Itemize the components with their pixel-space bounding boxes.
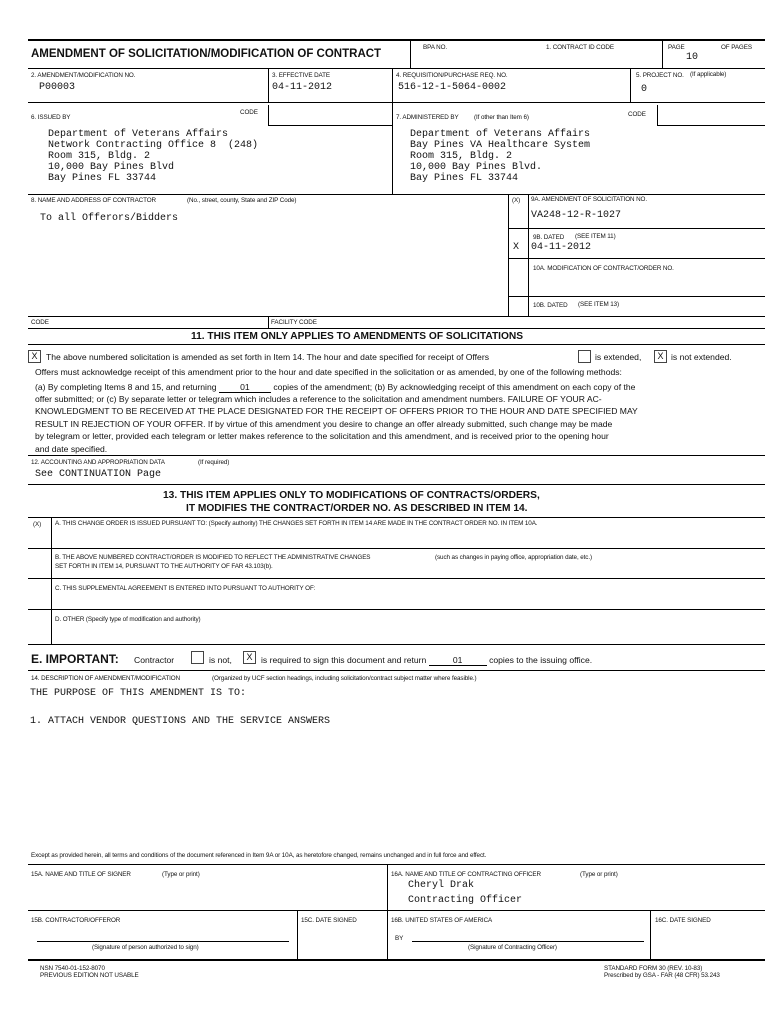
is-not-required-checkbox[interactable] — [191, 651, 204, 664]
description-line1: THE PURPOSE OF THIS AMENDMENT IS TO: — [30, 688, 247, 699]
issued-by-address: Department of Veterans Affairs Network Contracting Office 8 (248) Room 315, Bldg. 2 10,000 Bay Pines Blvd Bay Pines FL 33744 — [48, 129, 259, 184]
amend-solicitation-value: VA248-12-R-1027 — [531, 210, 622, 221]
dated-9b-label: 9B. DATED — [533, 234, 565, 241]
bpa-label: BPA NO. — [423, 44, 448, 51]
important-required-line: is required to sign this document and return 01 copies to the issuing office. — [261, 655, 593, 665]
date-signed-16c-label: 16C. DATE SIGNED — [655, 917, 711, 924]
officer-name: Cheryl Drak — [408, 880, 475, 891]
description-line2: 1. ATTACH VENDOR QUESTIONS AND THE SERVICE ANSWERS — [30, 716, 331, 727]
contractor-value: To all Offerors/Bidders — [40, 213, 179, 224]
administered-by-note: (If other than Item 6) — [474, 114, 529, 121]
nsn-number: NSN 7540-01-152-8070 — [40, 965, 105, 972]
item13-x-header: (X) — [33, 521, 42, 528]
item11-heading: 11. THIS ITEM ONLY APPLIES TO AMENDMENTS OF SOLICITATIONS — [191, 331, 524, 342]
item13-heading-1: 13. THIS ITEM APPLIES ONLY TO MODIFICATIONS OF CONTRACTS/ORDERS, — [163, 490, 540, 501]
item13-option-c: C. THIS SUPPLEMENTAL AGREEMENT IS ENTERED INTO PURSUANT TO AUTHORITY OF: — [55, 585, 316, 592]
contractor-note: (No., street, county, State and ZIP Code) — [187, 197, 297, 204]
item13-option-b-note: (such as changes in paying office, appropriation date, etc.) — [435, 554, 593, 561]
terms-footer-note: Except as provided herein, all terms and conditions of the document referenced in Item 9A or 10A, as heretofore changed, remains unchanged and in full force and effect. — [31, 852, 487, 859]
administered-by-label: 7. ADMINISTERED BY — [396, 114, 459, 121]
description-note: (Organized by UCF section headings, including solicitation/contract subject matter where feasible.) — [212, 675, 477, 682]
amend-no-value: P00003 — [39, 82, 76, 93]
officer-label: 16A. NAME AND TITLE OF CONTRACTING OFFICER — [391, 871, 541, 878]
important-copies-value: 01 — [429, 655, 487, 666]
item11-line2: Offers must acknowledge receipt of this amendment prior to the hour and date specified in the solicitation or as amended, by one of the following methods: — [35, 367, 622, 377]
project-no-label: 5. PROJECT NO. — [636, 72, 684, 79]
item11-line6: RESULT IN REJECTION OF YOUR OFFER. If by virtue of this amendment you desire to change an offer already submitted, such change may be made — [35, 419, 613, 429]
item11-line7: by telegram or letter, provided each telegram or letter makes reference to the solicitation and this amendment, and is received prior to the opening hour — [35, 431, 609, 441]
dated-9b-note: (SEE ITEM 11) — [575, 233, 616, 240]
form-title: AMENDMENT OF SOLICITATION/MODIFICATION OF CONTRACT — [31, 48, 382, 60]
facility-code-label: FACILITY CODE — [271, 319, 317, 326]
item13-option-a: A. THIS CHANGE ORDER IS ISSUED PURSUANT TO: (Specify authority) THE CHANGES SET FORTH IN ITEM 14 ARE MADE IN THE CONTRACT ORDER NO. IN ITEM 10A. — [55, 520, 538, 527]
officer-note: (Type or print) — [580, 871, 618, 878]
solicitation-amended-checkbox[interactable]: X — [28, 350, 41, 363]
date-signed-15c-label: 15C. DATE SIGNED — [301, 917, 357, 924]
prescribed-by: Prescribed by GSA - FAR (48 CFR) 53.243 — [604, 972, 720, 979]
offers-not-extended-checkbox[interactable]: X — [654, 350, 667, 363]
dated-9b-value: 04-11-2012 — [531, 242, 592, 253]
project-no-value: 0 — [641, 84, 648, 95]
is-required-checkbox[interactable]: X — [243, 651, 256, 664]
requisition-value: 516-12-1-5064-0002 — [398, 82, 507, 93]
signer-label: 15A. NAME AND TITLE OF SIGNER — [31, 871, 131, 878]
issued-code-label: CODE — [240, 109, 258, 116]
item11-line8: and date specified. — [35, 444, 108, 454]
officer-signature-line[interactable] — [412, 941, 644, 942]
item13-option-d: D. OTHER (Specify type of modification and authority) — [55, 616, 201, 623]
dated-10b-label: 10B. DATED — [533, 302, 568, 309]
item13-option-b-line2: SET FORTH IN ITEM 14, PURSUANT TO THE AUTHORITY OF FAR 43.103(b). — [55, 563, 273, 570]
modification-no-label: 10A. MODIFICATION OF CONTRACT/ORDER NO. — [533, 265, 674, 272]
contractor-code-label: CODE — [31, 319, 49, 326]
accounting-value: See CONTINUATION Page — [35, 469, 162, 480]
previous-edition-note: PREVIOUS EDITION NOT USABLE — [40, 972, 139, 979]
is-not-label: is not, — [209, 655, 232, 665]
effective-date-label: 3. EFFECTIVE DATE — [272, 72, 331, 79]
accounting-label: 12. ACCOUNTING AND APPROPRIATION DATA — [31, 459, 165, 466]
item13-option-b-line1: B. THE ABOVE NUMBERED CONTRACT/ORDER IS MODIFIED TO REFLECT THE ADMINISTRATIVE CHANGES — [55, 554, 371, 561]
offers-not-extended-label: is not extended. — [671, 352, 732, 362]
requisition-label: 4. REQUISITION/PURCHASE REQ. NO. — [396, 72, 508, 79]
offers-extended-checkbox[interactable] — [578, 350, 591, 363]
contractor-label: 8. NAME AND ADDRESS OF CONTRACTOR — [31, 197, 156, 204]
copies-returned-value: 01 — [219, 382, 271, 393]
signer-note: (Type or print) — [162, 871, 200, 878]
of-pages-label: OF PAGES — [721, 44, 752, 51]
page-label: PAGE — [668, 44, 685, 51]
important-label: E. IMPORTANT: — [31, 652, 119, 666]
administered-code-label: CODE — [628, 111, 646, 118]
amend-solicitation-label: 9A. AMENDMENT OF SOLICITATION NO. — [531, 196, 648, 203]
accounting-note: (If required) — [198, 459, 230, 466]
signature-person-caption: (Signature of person authorized to sign) — [92, 944, 199, 951]
administered-by-address: Department of Veterans Affairs Bay Pines VA Healthcare System Room 315, Bldg. 2 10,000 Bay Pines Blvd. Bay Pines FL 33744 — [410, 129, 591, 184]
officer-title: Contracting Officer — [408, 895, 523, 906]
usa-label: 16B. UNITED STATES OF AMERICA — [391, 917, 493, 924]
signature-officer-caption: (Signature of Contracting Officer) — [468, 944, 557, 951]
offers-extended-label: is extended, — [595, 352, 642, 362]
item13-heading-2: IT MODIFIES THE CONTRACT/ORDER NO. AS DESCRIBED IN ITEM 14. — [186, 503, 528, 514]
item11-line5: KNOWLEDGMENT TO BE RECEIVED AT THE PLACE DESIGNATED FOR THE RECEIPT OF OFFERS PRIOR TO THE HOUR AND DATE SPECIFIED MAY — [35, 406, 638, 416]
item11-line3: (a) By completing Items 8 and 15, and returning 01 copies of the amendment; (b) By acknowledging receipt of this amendment on each copy of the — [35, 382, 636, 392]
description-label: 14. DESCRIPTION OF AMENDMENT/MODIFICATION — [31, 675, 181, 682]
issued-by-label: 6. ISSUED BY — [31, 114, 71, 121]
page-value: 10 — [686, 52, 699, 63]
by-label: BY — [395, 935, 404, 942]
amend-no-label: 2. AMENDMENT/MODIFICATION NO. — [31, 72, 136, 79]
effective-date-value: 04-11-2012 — [272, 82, 333, 93]
important-contractor-label: Contractor — [134, 655, 175, 665]
contractor-offeror-label: 15B. CONTRACTOR/OFFEROR — [31, 917, 121, 924]
contractor-signature-line[interactable] — [37, 941, 289, 942]
standard-form-number: STANDARD FORM 30 (REV. 10-83) — [604, 965, 703, 972]
contract-id-label: 1. CONTRACT ID CODE — [546, 44, 614, 51]
item11-line4: offer submitted; or (c) By separate letter or telegram which includes a reference to the solicitation and amendment numbers. FAILURE OF YOUR AC- — [35, 394, 602, 404]
dated-9b-mark: X — [513, 242, 520, 253]
dated-10b-note: (SEE ITEM 13) — [578, 301, 620, 308]
project-no-note: (If applicable) — [690, 71, 727, 78]
x-column-header: (X) — [512, 197, 521, 204]
item11-line1: The above numbered solicitation is amended as set forth in Item 14. The hour and date specified for receipt of Offers — [46, 352, 489, 362]
